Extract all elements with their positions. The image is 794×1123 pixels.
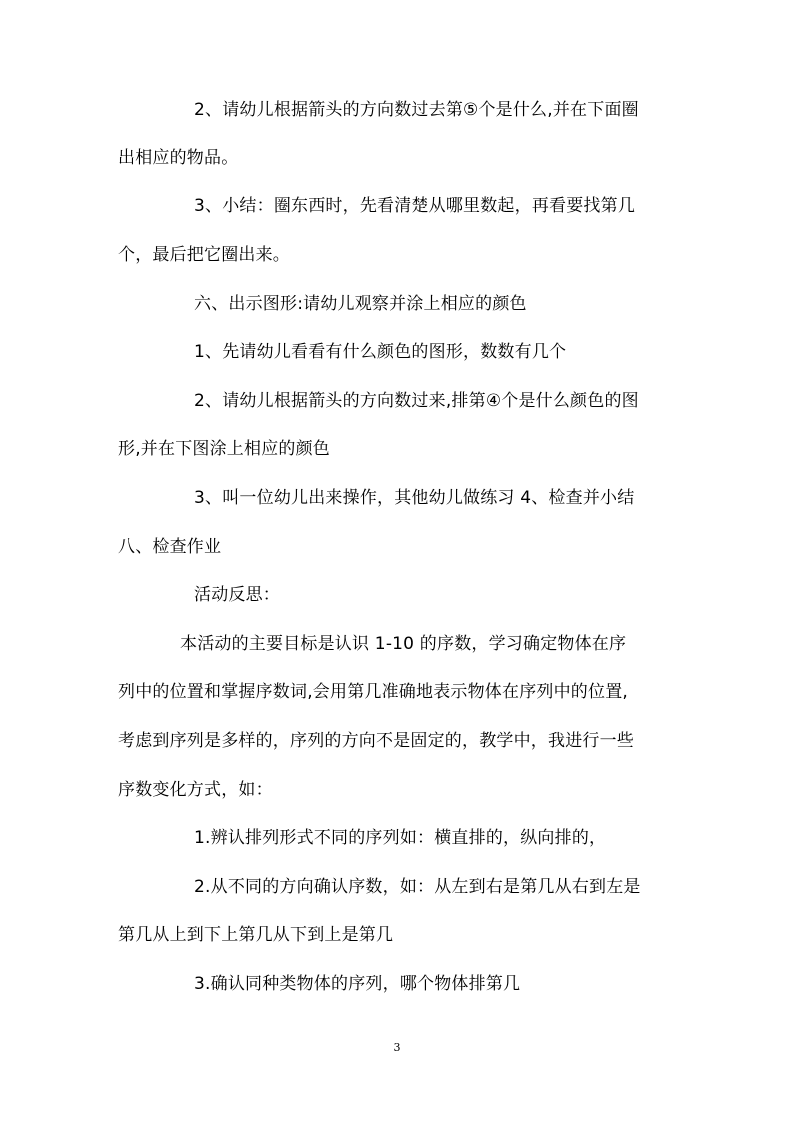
text-line: 3、小结：圈东西时，先看清楚从哪里数起，再看要找第几 — [194, 196, 636, 216]
text-line: 序数变化方式，如： — [118, 780, 273, 800]
text-line: 3、叫一位幼儿出来操作，其他幼儿做练习 4、检查并小结 — [194, 488, 635, 508]
text-line: 2、请幼儿根据箭头的方向数过去第⑤个是什么,并在下面圈 — [194, 100, 639, 120]
list-item: 2.从不同的方向确认序数，如：从左到右是第几从右到左是 — [194, 877, 641, 897]
text-line: 1、先请幼儿看看有什么颜色的图形，数数有几个 — [194, 342, 567, 362]
text-line: 出相应的物品。 — [118, 148, 239, 168]
text-line: 2、请幼儿根据箭头的方向数过来,排第④个是什么颜色的图 — [194, 391, 639, 411]
text-line: 列中的位置和掌握序数词,会用第几准确地表示物体在序列中的位置, — [118, 682, 629, 702]
text-line: 考虑到序列是多样的，序列的方向不是固定的，教学中，我进行一些 — [118, 731, 634, 751]
text-line: 形,并在下图涂上相应的颜色 — [118, 439, 331, 459]
text-line: 个，最后把它圈出来。 — [118, 245, 290, 265]
text-line: 第几从上到下上第几从下到上是第几 — [118, 925, 394, 945]
section-heading: 八、检查作业 — [118, 537, 222, 557]
text-line: 本活动的主要目标是认识 1-10 的序数，学习确定物体在序 — [180, 634, 627, 654]
page-number: 3 — [393, 1041, 401, 1054]
list-item: 1.辨认排列形式不同的序列如：横直排的，纵向排的， — [194, 828, 607, 848]
list-item: 3.确认同种类物体的序列，哪个物体排第几 — [194, 974, 521, 994]
section-heading: 六、出示图形:请幼儿观察并涂上相应的颜色 — [194, 294, 527, 314]
section-heading: 活动反思： — [194, 585, 280, 605]
